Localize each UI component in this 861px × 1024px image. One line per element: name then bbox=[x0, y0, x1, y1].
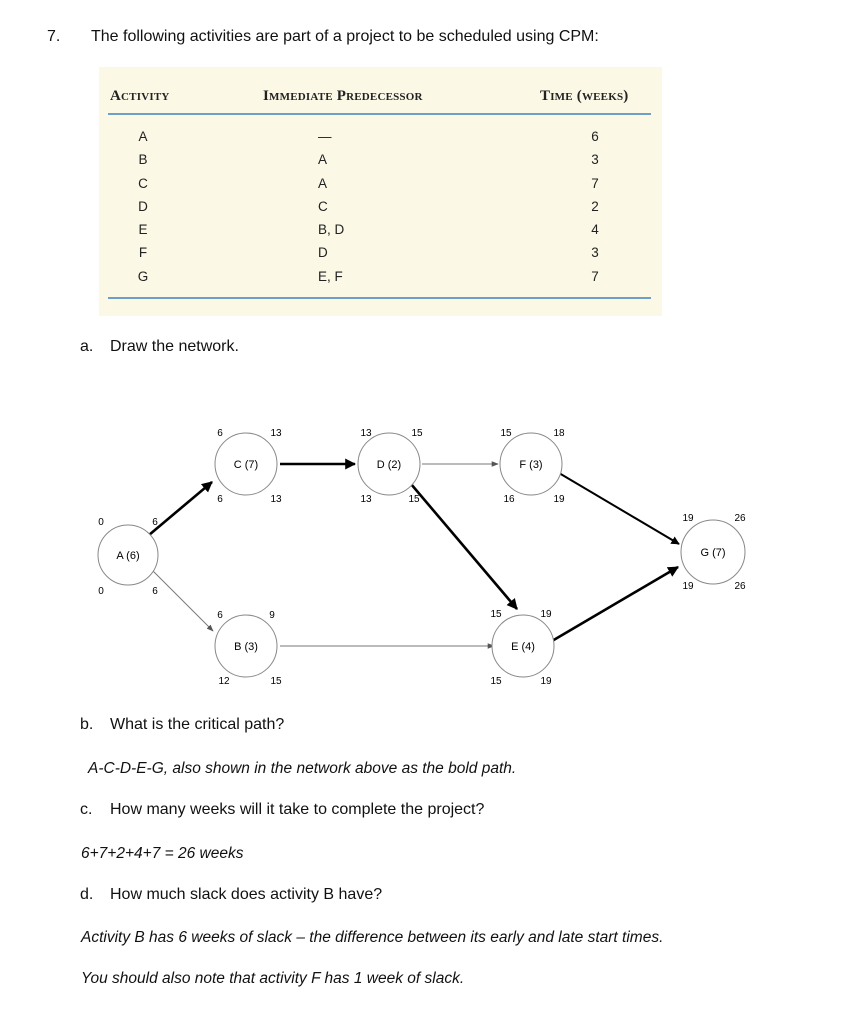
time-column bbox=[580, 125, 610, 288]
table-cell: B, D bbox=[318, 222, 345, 238]
node-c bbox=[215, 428, 282, 505]
late-finish: 19 bbox=[553, 494, 565, 505]
header-activity: Activity bbox=[110, 88, 170, 104]
table-cell: D bbox=[138, 198, 148, 214]
cpm-network-diagram bbox=[0, 400, 861, 710]
part-a-text: Draw the network. bbox=[110, 338, 239, 355]
part-d-note: You should also note that activity F has 1 week of slack. bbox=[81, 970, 465, 987]
node-label: F (3) bbox=[519, 459, 543, 471]
early-start: 19 bbox=[682, 513, 694, 524]
part-d-text: How much slack does activity B have? bbox=[110, 886, 383, 903]
early-start: 6 bbox=[217, 428, 223, 439]
header-time: Time (weeks) bbox=[540, 88, 629, 104]
late-start: 16 bbox=[503, 494, 515, 505]
table-cell: 2 bbox=[591, 198, 599, 214]
edge-e-g bbox=[552, 567, 678, 641]
late-start: 15 bbox=[490, 676, 502, 687]
node-label: C (7) bbox=[233, 459, 259, 471]
early-start: 15 bbox=[490, 609, 502, 620]
table-top-rule bbox=[108, 113, 651, 115]
table-cell: — bbox=[318, 129, 332, 144]
node-d bbox=[358, 428, 423, 505]
part-b-answer: A-C-D-E-G, also shown in the network above as the bold path. bbox=[88, 760, 517, 777]
header-predecessor: Immediate Predecessor bbox=[263, 88, 423, 104]
node-g bbox=[681, 513, 746, 592]
table-cell: 7 bbox=[591, 268, 599, 284]
part-d-answer: Activity B has 6 weeks of slack – the difference between its early and late start times. bbox=[81, 929, 664, 946]
late-finish: 15 bbox=[408, 494, 420, 505]
late-finish: 6 bbox=[152, 586, 158, 597]
node-label: G (7) bbox=[700, 547, 726, 559]
node-label: D (2) bbox=[376, 459, 402, 471]
table-cell: 3 bbox=[591, 245, 599, 261]
late-start: 13 bbox=[360, 494, 372, 505]
predecessor-column bbox=[318, 125, 368, 288]
early-finish: 19 bbox=[540, 609, 552, 620]
early-start: 13 bbox=[360, 428, 372, 439]
early-start: 6 bbox=[217, 610, 223, 621]
part-b-text: What is the critical path? bbox=[110, 716, 285, 733]
edge-a-c bbox=[149, 482, 212, 535]
table-cell: A bbox=[138, 129, 148, 144]
table-cell: 4 bbox=[591, 222, 599, 238]
table-cell: E, F bbox=[318, 268, 343, 284]
question-text: The following activities are part of a project to be scheduled using CPM: bbox=[91, 28, 599, 45]
table-cell: 3 bbox=[591, 152, 599, 168]
early-finish: 6 bbox=[152, 517, 158, 528]
early-finish: 15 bbox=[411, 428, 423, 439]
late-finish: 19 bbox=[540, 676, 552, 687]
table-cell: 6 bbox=[591, 129, 599, 144]
table-cell: G bbox=[137, 268, 149, 284]
part-c-label: c. bbox=[80, 801, 93, 818]
node-a bbox=[98, 517, 158, 597]
table-cell: C bbox=[138, 175, 148, 191]
late-start: 6 bbox=[217, 494, 223, 505]
part-c-text: How many weeks will it take to complete the project? bbox=[110, 801, 485, 818]
table-cell: D bbox=[318, 245, 328, 261]
node-label: B (3) bbox=[234, 641, 258, 653]
edge-a-b bbox=[152, 570, 213, 631]
table-bottom-rule bbox=[108, 297, 651, 299]
early-start: 0 bbox=[98, 517, 104, 528]
late-start: 12 bbox=[218, 676, 230, 687]
node-e bbox=[490, 609, 554, 687]
node-label: E (4) bbox=[511, 641, 535, 653]
late-finish: 15 bbox=[270, 676, 282, 687]
question-number: 7. bbox=[47, 28, 61, 45]
table-cell: E bbox=[138, 222, 148, 238]
table-cell: A bbox=[318, 175, 328, 191]
late-start: 19 bbox=[682, 581, 694, 592]
part-c-answer: 6+7+2+4+7 = 26 weeks bbox=[81, 845, 244, 862]
late-finish: 26 bbox=[734, 581, 746, 592]
table-cell: 7 bbox=[591, 175, 599, 191]
late-finish: 13 bbox=[270, 494, 282, 505]
node-label: A (6) bbox=[116, 550, 140, 562]
early-finish: 13 bbox=[270, 428, 282, 439]
part-d-label: d. bbox=[80, 886, 94, 903]
early-finish: 26 bbox=[734, 513, 746, 524]
edge-f-g bbox=[559, 473, 679, 544]
node-f bbox=[500, 428, 565, 505]
activity-column bbox=[128, 125, 158, 288]
node-b bbox=[215, 610, 282, 687]
early-finish: 18 bbox=[553, 428, 565, 439]
edge-d-e bbox=[411, 484, 517, 609]
early-start: 15 bbox=[500, 428, 512, 439]
table-cell: A bbox=[318, 152, 328, 168]
early-finish: 9 bbox=[269, 610, 275, 621]
table-cell: C bbox=[318, 198, 328, 214]
late-start: 0 bbox=[98, 586, 104, 597]
part-a-label: a. bbox=[80, 338, 94, 355]
table-cell: F bbox=[138, 245, 148, 261]
part-b-label: b. bbox=[80, 716, 94, 733]
table-cell: B bbox=[138, 152, 148, 168]
